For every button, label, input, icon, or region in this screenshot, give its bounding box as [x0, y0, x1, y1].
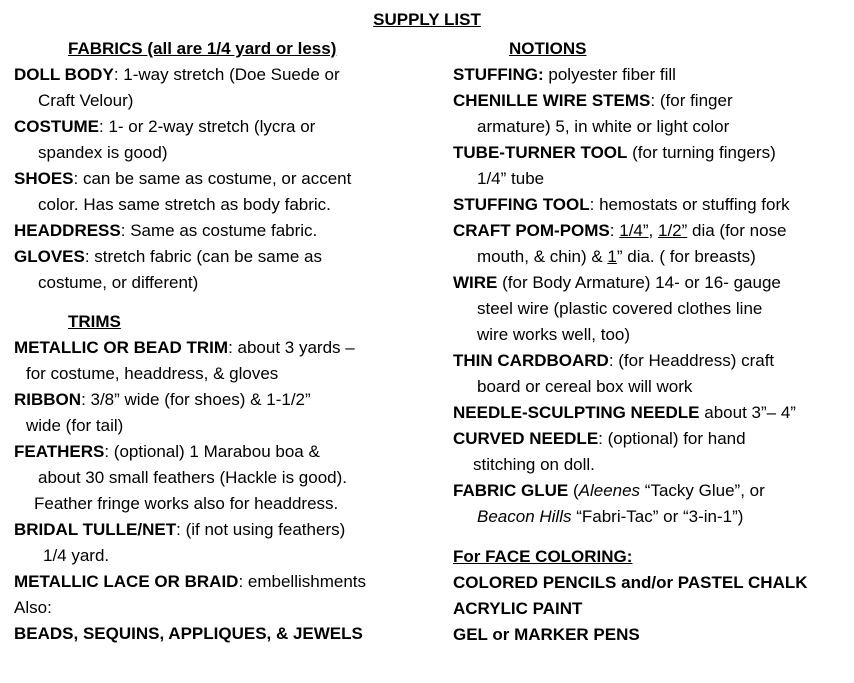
glue-item	[453, 478, 848, 504]
also-label: Also:	[14, 598, 52, 617]
ribbon-item	[14, 387, 434, 413]
tulle-line1: : (if not using feathers)	[176, 520, 346, 539]
fabrics-heading	[14, 36, 434, 62]
tulle-item	[14, 517, 434, 543]
tube-turner-item	[453, 140, 848, 166]
feathers-item	[14, 439, 434, 465]
tube-turner-line2: 1/4” tube	[477, 169, 545, 188]
headdress-line1: : Same as costume fabric.	[120, 221, 318, 240]
gloves-label: GLOVES	[14, 247, 85, 266]
cardboard-item	[453, 348, 848, 374]
doll-body-item	[14, 62, 434, 88]
tube-turner-line1: (for turning fingers)	[627, 143, 776, 162]
pencils-item: COLORED PENCILS and/or PASTEL CHALK	[453, 573, 808, 592]
lace-label: METALLIC LACE OR BRAID	[14, 572, 239, 591]
lace-item	[14, 569, 434, 595]
pens-item: GEL or MARKER PENS	[453, 625, 640, 644]
trims-heading: TRIMS	[68, 312, 121, 331]
feathers-label: FEATHERS	[14, 442, 105, 461]
tube-turner-label: TUBE-TURNER TOOL	[453, 143, 628, 162]
costume-line1: : 1- or 2-way stretch (lycra or	[99, 117, 316, 136]
gloves-line1: : stretch fabric (can be same as	[84, 247, 323, 266]
wire-line3: wire works well, too)	[477, 325, 631, 344]
pompoms-label: CRAFT POM-POMS	[453, 221, 610, 240]
sculpt-needle-line1: about 3”– 4”	[699, 403, 796, 422]
stuffing-tool-line1: : hemostats or stuffing fork	[589, 195, 790, 214]
stuffing-line1: polyester fiber fill	[543, 65, 676, 84]
ribbon-line1: : 3/8” wide (for shoes) & 1-1/2”	[81, 390, 311, 409]
costume-label: COSTUME	[14, 117, 99, 136]
wire-label: WIRE	[453, 273, 498, 292]
wire-line2: steel wire (plastic covered clothes line	[477, 299, 763, 318]
feathers-line2: about 30 small feathers (Hackle is good).	[38, 468, 347, 487]
pompoms-comma: ,	[648, 221, 658, 240]
feathers-line3: Feather fringe works also for headdress.	[34, 494, 339, 513]
ribbon-label: RIBBON	[14, 390, 82, 409]
pompoms-size1: 1/4”	[619, 221, 649, 240]
page-title: SUPPLY LIST	[373, 10, 481, 29]
metallic-trim-label: METALLIC OR BEAD TRIM	[14, 338, 229, 357]
doll-body-line2: Craft Velour)	[38, 91, 134, 110]
costume-line2: spandex is good)	[38, 143, 168, 162]
stuffing-item	[453, 62, 848, 88]
pompoms-size3: 1	[607, 247, 617, 266]
pompoms-item	[453, 218, 848, 244]
curved-needle-item	[453, 426, 848, 452]
pompoms-line2b: ” dia. ( for breasts)	[616, 247, 756, 266]
metallic-trim-line2: for costume, headdress, & gloves	[26, 364, 279, 383]
face-coloring-heading: For FACE COLORING:	[453, 547, 633, 566]
cardboard-line2: board or cereal box will work	[477, 377, 693, 396]
pompoms-sep: :	[609, 221, 620, 240]
curved-needle-line1: : (optional) for hand	[598, 429, 746, 448]
shoes-label: SHOES	[14, 169, 74, 188]
shoes-item	[14, 166, 434, 192]
curved-needle-label: CURVED NEEDLE	[453, 429, 599, 448]
shoes-line1: : can be same as costume, or accent	[73, 169, 352, 188]
fabrics-heading-note: (all are 1/4 yard or less)	[147, 39, 337, 58]
sculpt-needle-label: NEEDLE-SCULPTING NEEDLE	[453, 403, 700, 422]
glue-label: FABRIC GLUE	[453, 481, 569, 500]
cardboard-line1: : (for Headdress) craft	[608, 351, 775, 370]
metallic-trim-line1: : about 3 yards –	[228, 338, 355, 357]
left-column	[14, 36, 434, 647]
chenille-item	[453, 88, 848, 114]
pompoms-size2: 1/2”	[657, 221, 688, 240]
metallic-trim-item	[14, 335, 434, 361]
headdress-label: HEADDRESS	[14, 221, 121, 240]
sculpt-needle-item	[453, 400, 848, 426]
gloves-item	[14, 244, 434, 270]
headdress-item	[14, 218, 434, 244]
cardboard-label: THIN CARDBOARD	[453, 351, 609, 370]
gloves-line2: costume, or different)	[38, 273, 199, 292]
beads-item: BEADS, SEQUINS, APPLIQUES, & JEWELS	[14, 624, 363, 643]
wire-line1: (for Body Armature) 14- or 16- gauge	[497, 273, 781, 292]
pompoms-line1: dia (for nose	[687, 221, 787, 240]
stuffing-label: STUFFING:	[453, 65, 544, 84]
notions-heading: NOTIONS	[509, 39, 587, 58]
fabrics-heading-text: FABRICS	[68, 39, 143, 58]
glue-brand2: Beacon Hills	[477, 507, 572, 526]
glue-line2-text: “Fabri-Tac” or “3-in-1”)	[571, 507, 744, 526]
costume-item	[14, 114, 434, 140]
shoes-line2: color. Has same stretch as body fabric.	[38, 195, 331, 214]
chenille-line1: : (for finger	[650, 91, 733, 110]
curved-needle-line2: stitching on doll.	[473, 455, 595, 474]
doll-body-line1: : 1-way stretch (Doe Suede or	[113, 65, 340, 84]
feathers-line1: : (optional) 1 Marabou boa &	[104, 442, 320, 461]
ribbon-line2: wide (for tail)	[26, 416, 124, 435]
tulle-line2: 1/4 yard.	[43, 546, 110, 565]
stuffing-tool-item	[453, 192, 848, 218]
pompoms-line2	[453, 244, 848, 270]
wire-item	[453, 270, 848, 296]
glue-brand1: Aleenes	[578, 481, 641, 500]
tulle-label: BRIDAL TULLE/NET	[14, 520, 177, 539]
doll-body-label: DOLL BODY	[14, 65, 114, 84]
right-column	[453, 36, 848, 648]
glue-line1: “Tacky Glue”, or	[640, 481, 765, 500]
lace-line1: : embellishments	[238, 572, 367, 591]
spacer	[453, 530, 848, 544]
glue-open: (	[568, 481, 579, 500]
glue-line2	[453, 504, 848, 530]
chenille-label: CHENILLE WIRE STEMS	[453, 91, 651, 110]
stuffing-tool-label: STUFFING TOOL	[453, 195, 590, 214]
chenille-line2: armature) 5, in white or light color	[477, 117, 730, 136]
acrylic-item: ACRYLIC PAINT	[453, 599, 583, 618]
pompoms-line2a: mouth, & chin) &	[477, 247, 608, 266]
spacer	[14, 296, 434, 309]
